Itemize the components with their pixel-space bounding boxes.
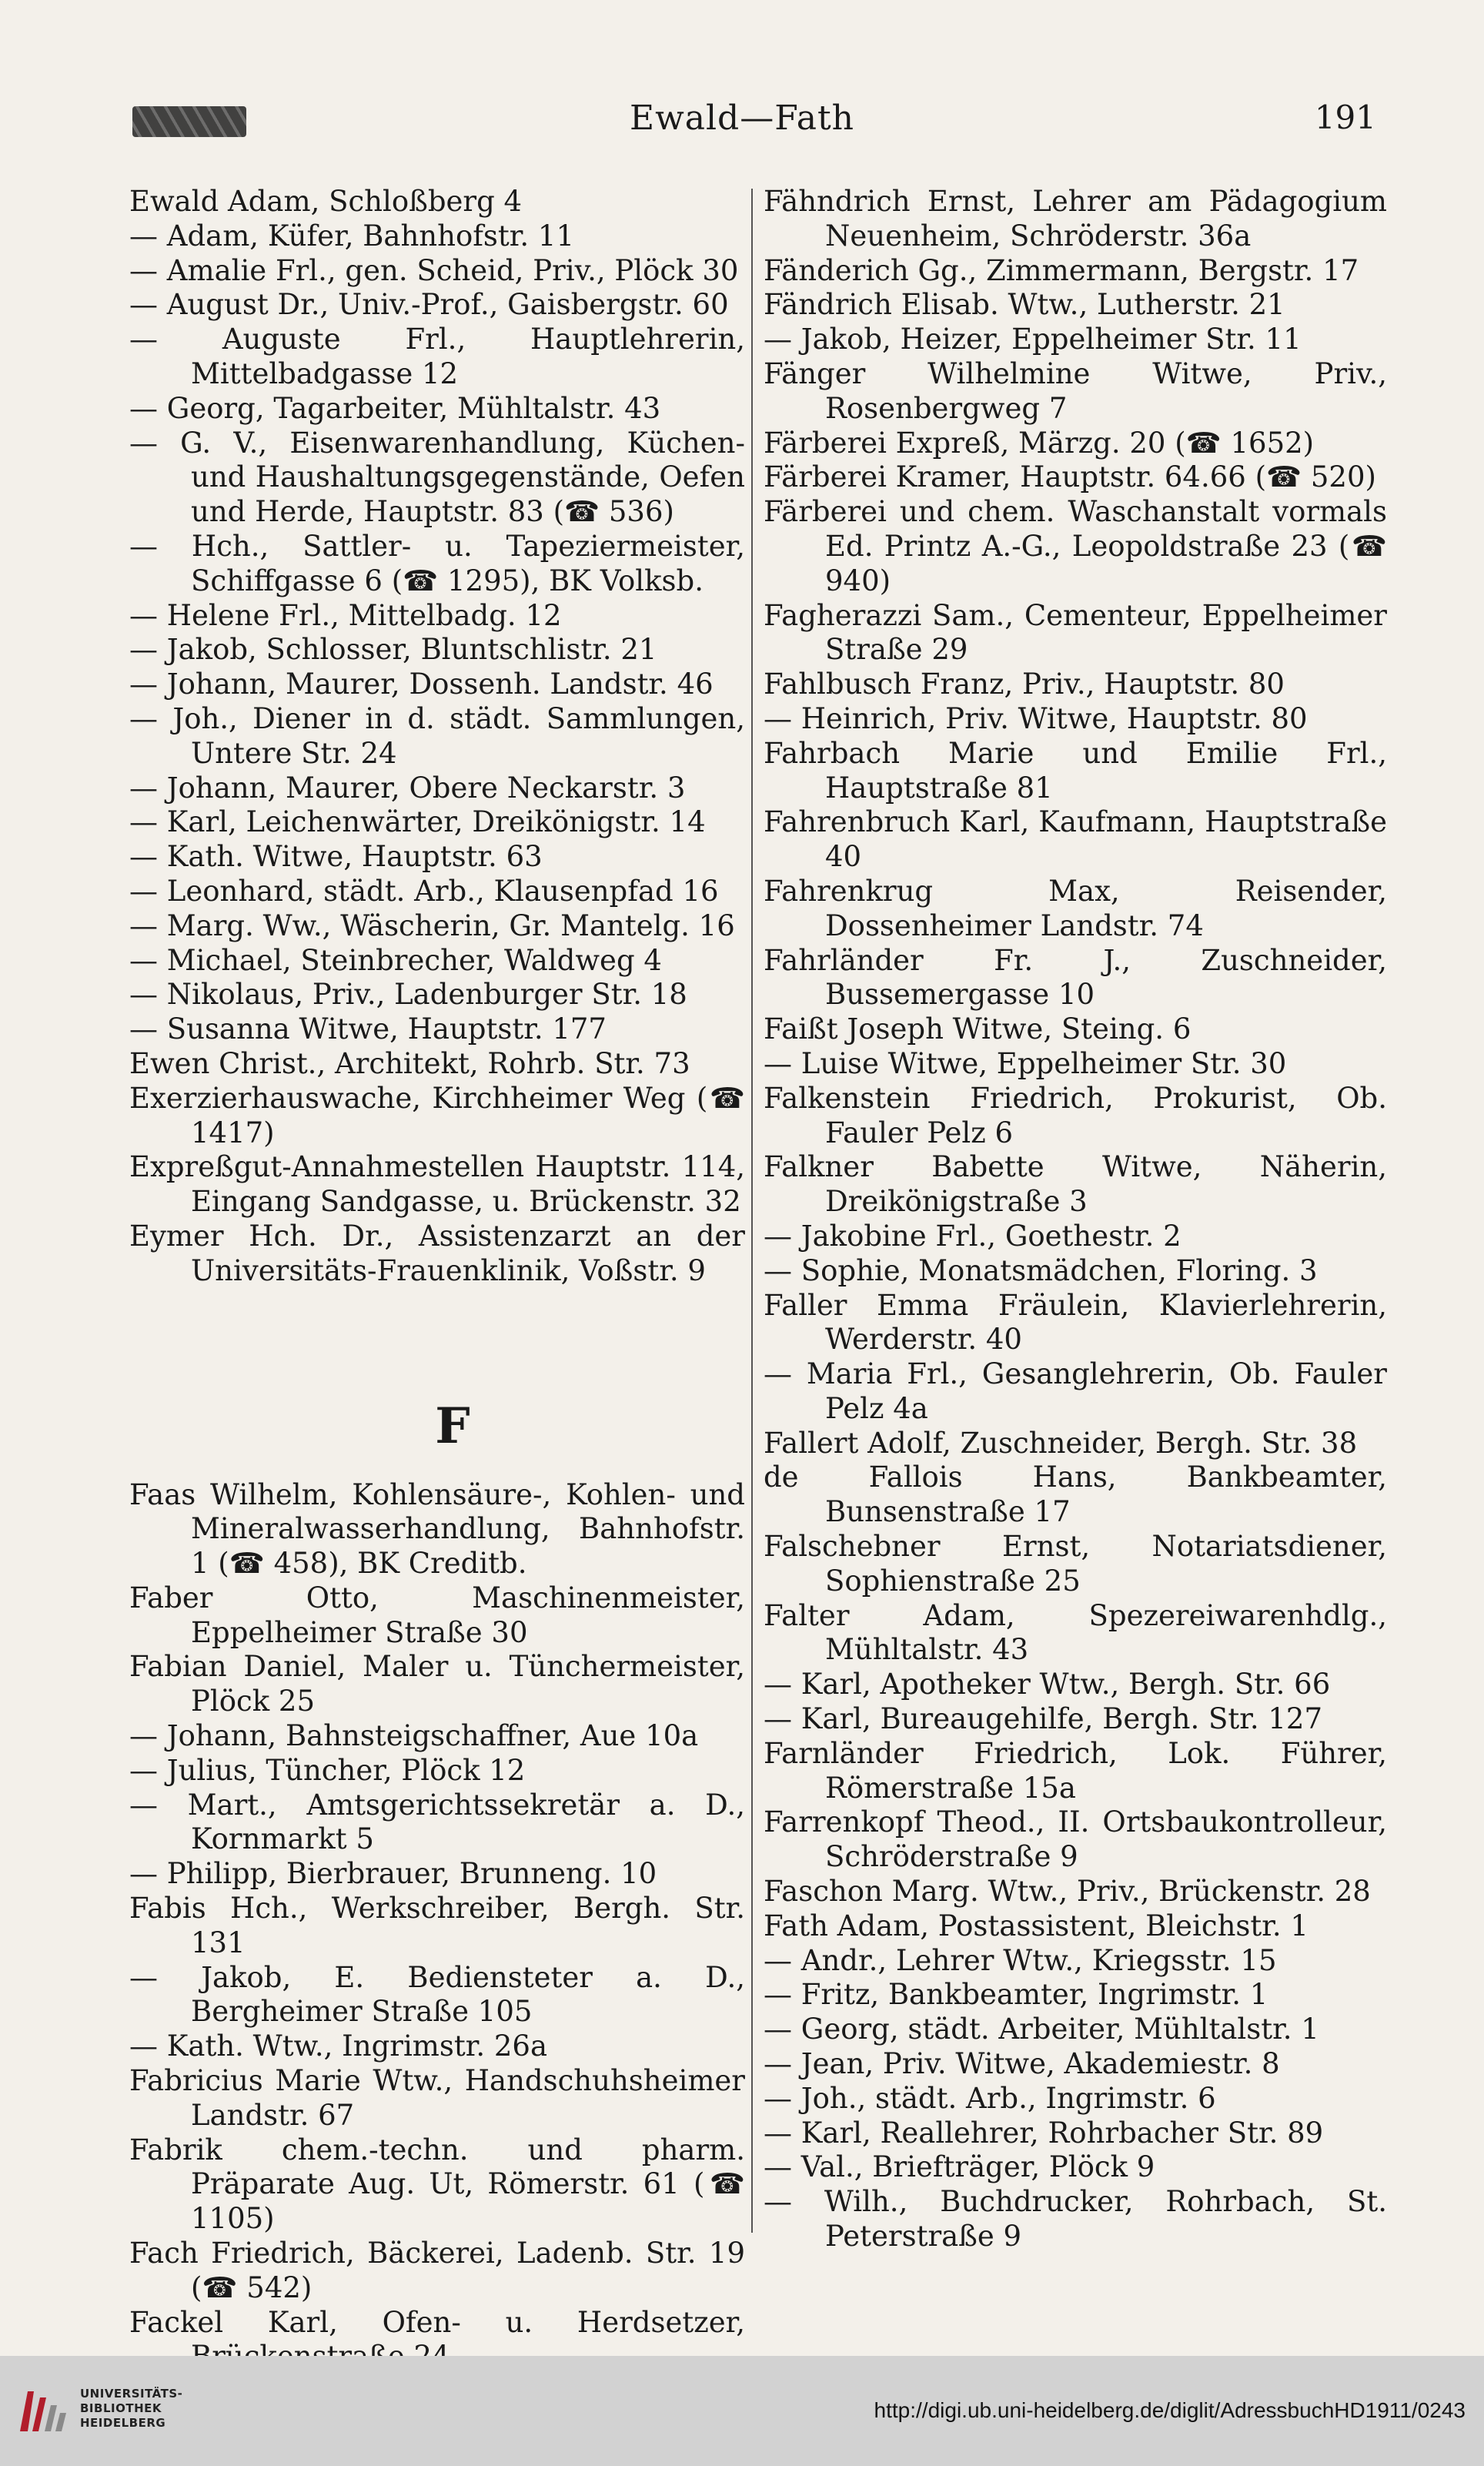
directory-entry: Fänderich Gg., Zimmermann, Bergstr. 17 — [764, 253, 1359, 287]
directory-entry: — Karl, Leichenwärter, Dreikönigstr. 14 — [129, 805, 706, 839]
directory-entry: — Karl, Reallehrer, Rohrbacher Str. 89 — [764, 2116, 1324, 2150]
directory-entry: Faber Otto, Maschinenmeister, Eppelheimer Straße 30 — [129, 1581, 745, 1649]
directory-entry: Fach Friedrich, Bäckerei, Ladenb. Str. 19 (☎ 542) — [129, 2237, 745, 2304]
footer-bar — [0, 2356, 1484, 2466]
directory-entry: Fallert Adolf, Zuschneider, Bergh. Str. 38 — [764, 1426, 1358, 1460]
directory-entry: — Mart., Amtsgerichtssekretär a. D., Kornmarkt 5 — [129, 1788, 745, 1856]
page-title: Ewald—Fath — [629, 99, 855, 138]
directory-entry: Expreßgut-Annahmestellen Hauptstr. 114, Eingang Sandgasse, u. Brückenstr. 32 — [129, 1150, 745, 1219]
directory-entry: — Heinrich, Priv. Witwe, Hauptstr. 80 — [764, 701, 1308, 735]
directory-entry: — Sophie, Monatsmädchen, Floring. 3 — [764, 1253, 1318, 1287]
directory-entry: Fahlbusch Franz, Priv., Hauptstr. 80 — [764, 668, 1285, 701]
directory-entry: — Michael, Steinbrecher, Waldweg 4 — [129, 943, 662, 977]
directory-entry: Fahrbach Marie und Emilie Frl., Hauptstraße 81 — [764, 736, 1387, 805]
directory-entry: Fagherazzi Sam., Cementeur, Eppelheimer Straße 29 — [764, 598, 1387, 667]
directory-entry: — Helene Frl., Mittelbadg. 12 — [129, 598, 562, 632]
directory-entry: Eymer Hch. Dr., Assistenzarzt an der Universitäts-Frauenklinik, Voßstr. 9 — [129, 1219, 745, 1287]
directory-entry: Ewald Adam, Schloßberg 4 — [129, 185, 523, 218]
directory-entry: — Leonhard, städt. Arb., Klausenpfad 16 — [129, 874, 719, 908]
directory-entry: — Nikolaus, Priv., Ladenburger Str. 18 — [129, 978, 687, 1012]
source-url-link[interactable]: http://digi.ub.uni-heidelberg.de/diglit/AdressbuchHD1911/0243 — [874, 2398, 1466, 2422]
directory-entry: — Adam, Küfer, Bahnhofstr. 11 — [129, 219, 575, 253]
directory-entry: — Joh., Diener in d. städt. Sammlungen, Untere Str. 24 — [129, 701, 745, 770]
directory-entry: Falter Adam, Spezereiwarenhdlg., Mühltalstr. 43 — [764, 1598, 1387, 1667]
university-logo-icon — [17, 2387, 71, 2434]
directory-entry: Falkenstein Friedrich, Prokurist, Ob. Fauler Pelz 6 — [764, 1081, 1387, 1149]
directory-entry: — Karl, Apotheker Wtw., Bergh. Str. 66 — [764, 1668, 1331, 1701]
directory-entry: — Philipp, Bierbrauer, Brunneng. 10 — [129, 1857, 657, 1891]
directory-entry: — Susanna Witwe, Hauptstr. 177 — [129, 1012, 607, 1046]
directory-entry: Falschebner Ernst, Notariatsdiener, Sophienstraße 25 — [764, 1530, 1387, 1598]
directory-entry: — Wilh., Buchdrucker, Rohrbach, St. Peterstraße 9 — [764, 2185, 1387, 2254]
directory-entry: Fabrik chem.-techn. und pharm. Präparate Aug. Ut, Römerstr. 61 (☎ 1105) — [129, 2133, 745, 2236]
library-name-line-1: UNIVERSITÄTS- — [80, 2387, 183, 2401]
directory-entry: — Marg. Ww., Wäscherin, Gr. Mantelg. 16 — [129, 908, 735, 942]
column-divider — [751, 189, 753, 2233]
directory-entry: — Maria Frl., Gesanglehrerin, Ob. Fauler Pelz 4a — [764, 1357, 1387, 1425]
directory-entry: — Jean, Priv. Witwe, Akademiestr. 8 — [764, 2047, 1280, 2081]
library-name — [80, 2387, 182, 2431]
directory-entry: — Hch., Sattler- u. Tapeziermeister, Schiffgasse 6 (☎ 1295), BK Volksb. — [129, 529, 745, 597]
directory-entry: Faller Emma Fräulein, Klavierlehrerin, Werderstr. 40 — [764, 1288, 1387, 1357]
directory-entry: — Karl, Bureaugehilfe, Bergh. Str. 127 — [764, 1702, 1322, 1736]
directory-entry: Farrenkopf Theod., II. Ortsbaukontrolleur, Schröderstraße 9 — [764, 1805, 1387, 1874]
right-column — [764, 185, 1387, 2254]
directory-entry: — Georg, Tagarbeiter, Mühltalstr. 43 — [129, 391, 661, 425]
left-entries-e — [129, 185, 745, 1289]
directory-entry: — August Dr., Univ.-Prof., Gaisbergstr. 60 — [129, 288, 729, 322]
directory-entry: Fahrländer Fr. J., Zuschneider, Bussemergasse 10 — [764, 943, 1387, 1012]
directory-entry: — Johann, Maurer, Dossenh. Landstr. 46 — [129, 668, 714, 701]
directory-entry: Fabian Daniel, Maler u. Tünchermeister, Plöck 25 — [129, 1650, 745, 1718]
directory-entry: Fackel Karl, Ofen- u. Herdsetzer, — [129, 2305, 745, 2339]
directory-entry: Fähndrich Ernst, Lehrer am Pädagogium Neuenheim, Schröderstr. 36a — [764, 185, 1387, 253]
directory-entry: — Auguste Frl., Hauptlehrerin, Mittelbadgasse 12 — [129, 323, 745, 390]
left-entries-f — [129, 1478, 745, 2375]
directory-entry: — Julius, Tüncher, Plöck 12 — [129, 1753, 526, 1787]
directory-entry: Falkner Babette Witwe, Näherin, Dreikönigstraße 3 — [764, 1150, 1387, 1219]
directory-entry: — Jakob, Heizer, Eppelheimer Str. 11 — [764, 323, 1302, 356]
directory-entry: — Amalie Frl., gen. Scheid, Priv., Plöck 30 — [129, 253, 739, 287]
directory-entry: — Jakob, E. Bediensteter a. D., Bergheimer Straße 105 — [129, 1960, 745, 2029]
directory-entry: — Johann, Bahnsteigschaffner, Aue 10a — [129, 1719, 699, 1753]
directory-entry: — Jakob, Schlosser, Bluntschlistr. 21 — [129, 633, 657, 667]
directory-entry: Faas Wilhelm, Kohlensäure-, Kohlen- und Mineralwasserhandlung, Bahnhofstr. 1 (☎ 458), BK Creditb. — [129, 1477, 745, 1581]
directory-entry: — Fritz, Bankbeamter, Ingrimstr. 1 — [764, 1978, 1268, 2012]
section-letter: F — [435, 1397, 470, 1455]
library-name-line-2: BIBLIOTHEK — [80, 2401, 162, 2415]
directory-entry: — Joh., städt. Arb., Ingrimstr. 6 — [764, 2081, 1216, 2115]
directory-entry: — Luise Witwe, Eppelheimer Str. 30 — [764, 1046, 1287, 1080]
directory-entry: Fänger Wilhelmine Witwe, Priv., Rosenbergweg 7 — [764, 356, 1387, 425]
directory-entry: Fath Adam, Postassistent, Bleichstr. 1 — [764, 1909, 1309, 1942]
page-number: 191 — [1314, 99, 1376, 136]
directory-entry: Fabricius Marie Wtw., Handschuhsheimer Landstr. 67 — [129, 2064, 745, 2132]
directory-entry: — Johann, Maurer, Obere Neckarstr. 3 — [129, 771, 686, 805]
directory-entry: Fahrenkrug Max, Reisender, Dossenheimer Landstr. 74 — [764, 874, 1387, 942]
directory-entry: Ewen Christ., Architekt, Rohrb. Str. 73 — [129, 1046, 690, 1080]
directory-entry: — Val., Briefträger, Plöck 9 — [764, 2150, 1155, 2184]
directory-entry: de Fallois Hans, Bankbeamter, Bunsenstraße 17 — [764, 1461, 1387, 1529]
library-name-line-3: HEIDELBERG — [80, 2416, 166, 2430]
directory-entry: — Andr., Lehrer Wtw., Kriegsstr. 15 — [764, 1943, 1277, 1977]
page-header — [0, 99, 1484, 152]
directory-entry: Exerzierhauswache, Kirchheimer Weg (☎ 1417) — [129, 1081, 745, 1149]
left-column — [129, 185, 745, 2374]
directory-entry: Färberei Kramer, Hauptstr. 64.66 (☎ 520) — [764, 460, 1376, 494]
directory-entry: Farnländer Friedrich, Lok. Führer, Römerstraße 15a — [764, 1736, 1387, 1805]
directory-entry: Faißt Joseph Witwe, Steing. 6 — [764, 1012, 1192, 1046]
directory-entry: — G. V., Eisenwarenhandlung, Küchen- und Haushaltungsgegenstände, Oefen und Herde, Hauptstr. 83 (☎ 536) — [129, 426, 745, 529]
directory-entry: Färberei und chem. Waschanstalt vormals Ed. Printz A.-G., Leopoldstraße 23 (☎ 940) — [764, 495, 1387, 597]
directory-entry: Fändrich Elisab. Wtw., Lutherstr. 21 — [764, 288, 1285, 322]
directory-entry: Faschon Marg. Wtw., Priv., Brückenstr. 28 — [764, 1875, 1371, 1909]
directory-entry: — Jakobine Frl., Goethestr. 2 — [764, 1219, 1182, 1253]
directory-entry: Färberei Expreß, Märzg. 20 (☎ 1652) — [764, 426, 1315, 460]
directory-entry: — Kath. Wtw., Ingrimstr. 26a — [129, 2029, 548, 2063]
directory-entry: Fabis Hch., Werkschreiber, Bergh. Str. 131 — [129, 1892, 745, 1959]
directory-entry: Fahrenbruch Karl, Kaufmann, Hauptstraße 40 — [764, 805, 1387, 874]
directory-entry: — Georg, städt. Arbeiter, Mühltalstr. 1 — [764, 2013, 1319, 2046]
directory-entry: — Kath. Witwe, Hauptstr. 63 — [129, 840, 543, 874]
